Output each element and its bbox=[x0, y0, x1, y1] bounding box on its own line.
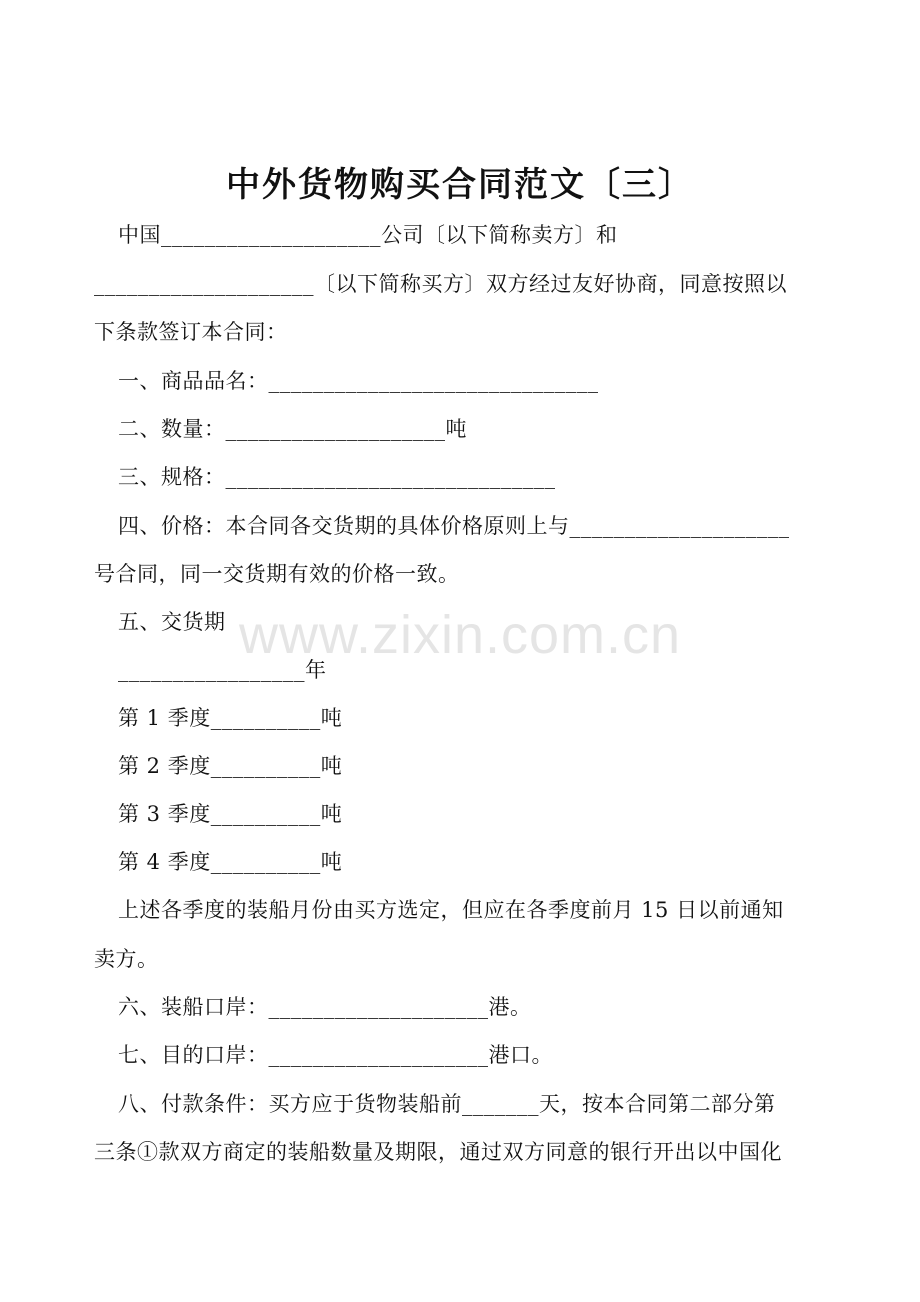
document-title: 中外货物购买合同范文〔三〕 bbox=[226, 165, 694, 205]
line-specification: 三、规格：______________________________ bbox=[118, 465, 556, 489]
line-product-name: 一、商品品名：______________________________ bbox=[118, 369, 599, 393]
line-quarter-2: 第 2 季度__________吨 bbox=[118, 754, 343, 778]
line-seller: 中国____________________公司〔以下简称卖方〕和 bbox=[118, 223, 618, 247]
line-shipment-notice-cont: 卖方。 bbox=[94, 947, 159, 971]
line-delivery-heading: 五、交货期 bbox=[118, 610, 226, 634]
line-payment-terms-cont: 三条①款双方商定的装船数量及期限，通过双方同意的银行开出以中国化 bbox=[94, 1140, 782, 1164]
line-loading-port: 六、装船口岸：____________________港。 bbox=[118, 995, 532, 1019]
line-shipment-notice: 上述各季度的装船月份由买方选定，但应在各季度前月 15 日以前通知 bbox=[118, 898, 784, 922]
line-price: 四、价格：本合同各交货期的具体价格原则上与____________________ bbox=[118, 514, 790, 538]
line-payment-terms: 八、付款条件：买方应于货物装船前_______天，按本合同第二部分第 bbox=[118, 1092, 776, 1116]
line-delivery-year: _________________年 bbox=[118, 658, 327, 682]
line-agreement: 下条款签订本合同： bbox=[94, 320, 288, 344]
watermark: www.zixin.com.cn bbox=[238, 605, 682, 665]
line-quantity: 二、数量：____________________吨 bbox=[118, 417, 467, 441]
line-quarter-3: 第 3 季度__________吨 bbox=[118, 802, 343, 826]
line-buyer: ____________________〔以下简称买方〕双方经过友好协商，同意按照以 bbox=[94, 272, 787, 296]
line-price-cont: 号合同，同一交货期有效的价格一致。 bbox=[94, 562, 460, 586]
line-quarter-1: 第 1 季度__________吨 bbox=[118, 706, 343, 730]
line-quarter-4: 第 4 季度__________吨 bbox=[118, 850, 343, 874]
line-destination-port: 七、目的口岸：____________________港口。 bbox=[118, 1043, 553, 1067]
